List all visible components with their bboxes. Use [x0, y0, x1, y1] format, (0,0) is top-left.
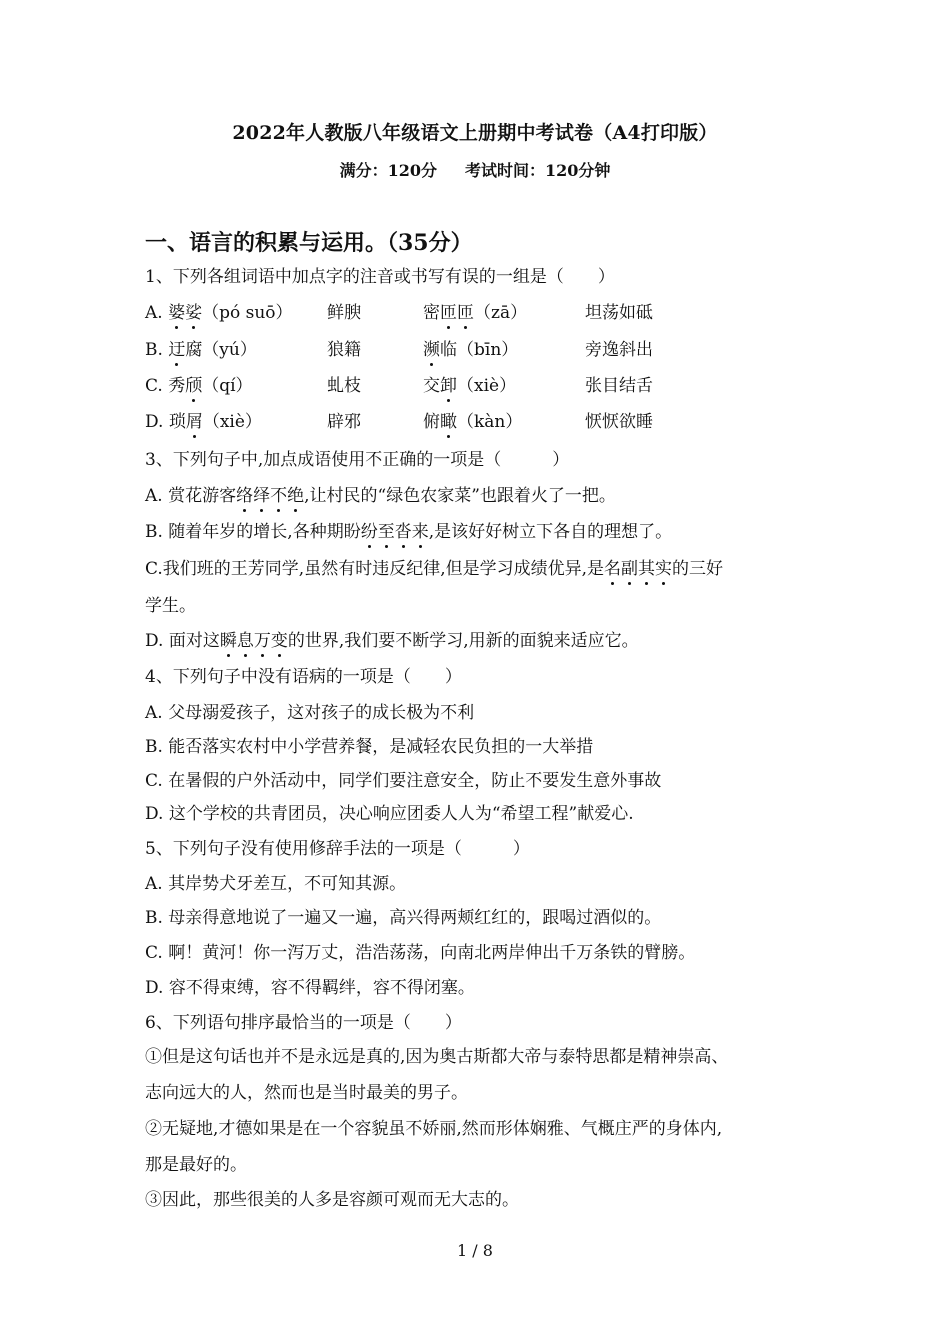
dotted-text: 匝匝	[440, 303, 474, 323]
q1a-col4: 坦荡如砥	[585, 303, 653, 323]
exam-title: 2022年人教版八年级语文上册期中考试卷（A4打印版）	[232, 122, 718, 144]
section-heading: 一、语言的积累与运用。（35分）	[145, 230, 473, 256]
dotted-text: 迂	[168, 340, 186, 360]
page-number: 1 / 8	[457, 1241, 493, 1260]
dotted-text: 颀	[185, 376, 203, 396]
exam-meta	[0, 158, 950, 181]
exam-time: 考试时间：120分钟	[465, 161, 611, 180]
question-4-stem: 4、下列句子中没有语病的一项是（ ）	[145, 667, 462, 687]
question-3-stem: 3、下列句子中,加点成语使用不正确的一项是（ ）	[145, 450, 570, 470]
exam-page: 2022年人教版八年级语文上册期中考试卷（A4打印版） 满分：120分 考试时间：120分钟 一、语言的积累与运用。（35分） 1、下列各组词语中加点字的注音或书写有误的一组是（ ） A. 婆娑（pó suō） 鲜腴 密匝匝（zā） 坦荡如砥 B. 迂腐（yú） 狼籍 濒临（bīn） 旁逸斜出 C. 秀颀（qí） 虬枝 交卸（xiè） 张目结舌 D. 琐屑（xiè） 辟邪 俯瞰（kàn） 恹恹欲睡 3、下列句子中,加点成语使用不正确的一项是（ ） A. 赏花游客络绎不绝,让村民的“绿色农家菜”也跟着火了一把。 B. 随着年岁的增长,各种期盼纷至沓来,是该好好树立下各自的理想了。 C.我们班的王芳同学,虽然有时违反纪律,但是学习成绩优异,是名副其实的三好 学生。 D. 面对这瞬息万变的世界,我们要不断学习,用新的面貌来适应它。 4、下列句子中没有语病的一项是（ ） A. 父母溺爱孩子，这对孩子的成长极为不利 B. 能否落实农村中小学营养餐，是减轻农民负担的一大举措 C. 在暑假的户外活动中，同学们要注意安全，防止不要发生意外事故 D. 这个学校的共青团员，决心响应团委人人为“希望工程”献爱心. 5、下列句子没有使用修辞手法的一项是（ ） A. 其岸势犬牙差互，不可知其源。 B. 母亲得意地说了一遍又一遍，高兴得两颊红红的，跟喝过酒似的。 C. 啊！黄河！你一泻万丈，浩浩荡荡，向南北两岸伸出千万条铁的臂膀。 D. 容不得束缚，容不得羁绊，容不得闭塞。 6、下列语句排序最恰当的一项是（ ） ①但是这句话也并不是永远是真的,因为奥古斯都大帝与泰特思都是精神崇高、 志向远大的人，然而也是当时最美的男子。 ②无疑地,才德如果是在一个容貌虽不娇丽,然而形体娴雅、气概庄严的身体内, 那是最好的。 ③因此，那些很美的人多是容颜可观而无大志的。 1 / 8	[0, 0, 950, 1344]
dotted-idiom: 名副其实	[604, 559, 673, 579]
q4-option-b: B. 能否落实农村中小学营养餐，是减轻农民负担的一大举措	[145, 737, 594, 757]
q3-option-a: A. 赏花游客络绎不绝,让村民的“绿色农家菜”也跟着火了一把。	[145, 486, 616, 506]
dotted-idiom: 络绎不绝	[236, 486, 305, 506]
full-score: 满分：120分	[339, 161, 437, 180]
q3-option-d: D. 面对这瞬息万变的世界,我们要不断学习,用新的面貌来适应它。	[145, 631, 639, 651]
q5-option-a: A. 其岸势犬牙差互，不可知其源。	[145, 874, 407, 894]
dotted-text: 婆娑	[168, 303, 203, 323]
question-6-stem: 6、下列语句排序最恰当的一项是（ ）	[145, 1013, 462, 1033]
q6-sentence-1-cont: 志向远大的人，然而也是当时最美的男子。	[145, 1083, 468, 1103]
q4-option-c: C. 在暑假的户外活动中，同学们要注意安全，防止不要发生意外事故	[145, 771, 662, 791]
q3-option-c-cont: 学生。	[145, 596, 196, 616]
q6-sentence-2-cont: 那是最好的。	[145, 1155, 247, 1175]
question-5-stem: 5、下列句子没有使用修辞手法的一项是（ ）	[145, 839, 530, 859]
question-1-stem: 1、下列各组词语中加点字的注音或书写有误的一组是（ ）	[145, 267, 615, 287]
dotted-idiom: 瞬息万变	[219, 631, 288, 651]
dotted-text: 卸	[440, 376, 457, 396]
q4-option-a: A. 父母溺爱孩子，这对孩子的成长极为不利	[145, 703, 475, 723]
dotted-idiom: 纷至沓来	[360, 522, 429, 542]
dotted-text: 屑	[185, 412, 203, 432]
q5-option-b: B. 母亲得意地说了一遍又一遍，高兴得两颊红红的，跟喝过酒似的。	[145, 908, 662, 928]
q4-option-d: D. 这个学校的共青团员，决心响应团委人人为“希望工程”献爱心.	[145, 804, 634, 824]
q1a-col1: A. 婆娑（pó suō）	[145, 303, 293, 323]
q6-sentence-1: ①但是这句话也并不是永远是真的,因为奥古斯都大帝与泰特思都是精神崇高、	[145, 1047, 729, 1067]
q5-option-c: C. 啊！黄河！你一泻万丈，浩浩荡荡，向南北两岸伸出千万条铁的臂膀。	[145, 943, 696, 963]
q3-option-b: B. 随着年岁的增长,各种期盼纷至沓来,是该好好树立下各自的理想了。	[145, 522, 673, 542]
q3-option-c: C.我们班的王芳同学,虽然有时违反纪律,但是学习成绩优异,是名副其实的三好	[145, 559, 724, 579]
q1a-col2: 鲜腴	[327, 303, 361, 323]
q1a-col3: 密匝匝（zā）	[423, 303, 528, 323]
q6-sentence-2: ②无疑地,才德如果是在一个容貌虽不娇丽,然而形体娴雅、气概庄严的身体内,	[145, 1119, 723, 1139]
q6-sentence-3: ③因此，那些很美的人多是容颜可观而无大志的。	[145, 1190, 519, 1210]
dotted-text: 瞰	[440, 412, 457, 432]
q5-option-d: D. 容不得束缚，容不得羁绊，容不得闭塞。	[145, 978, 475, 998]
dotted-text: 濒	[423, 340, 440, 360]
